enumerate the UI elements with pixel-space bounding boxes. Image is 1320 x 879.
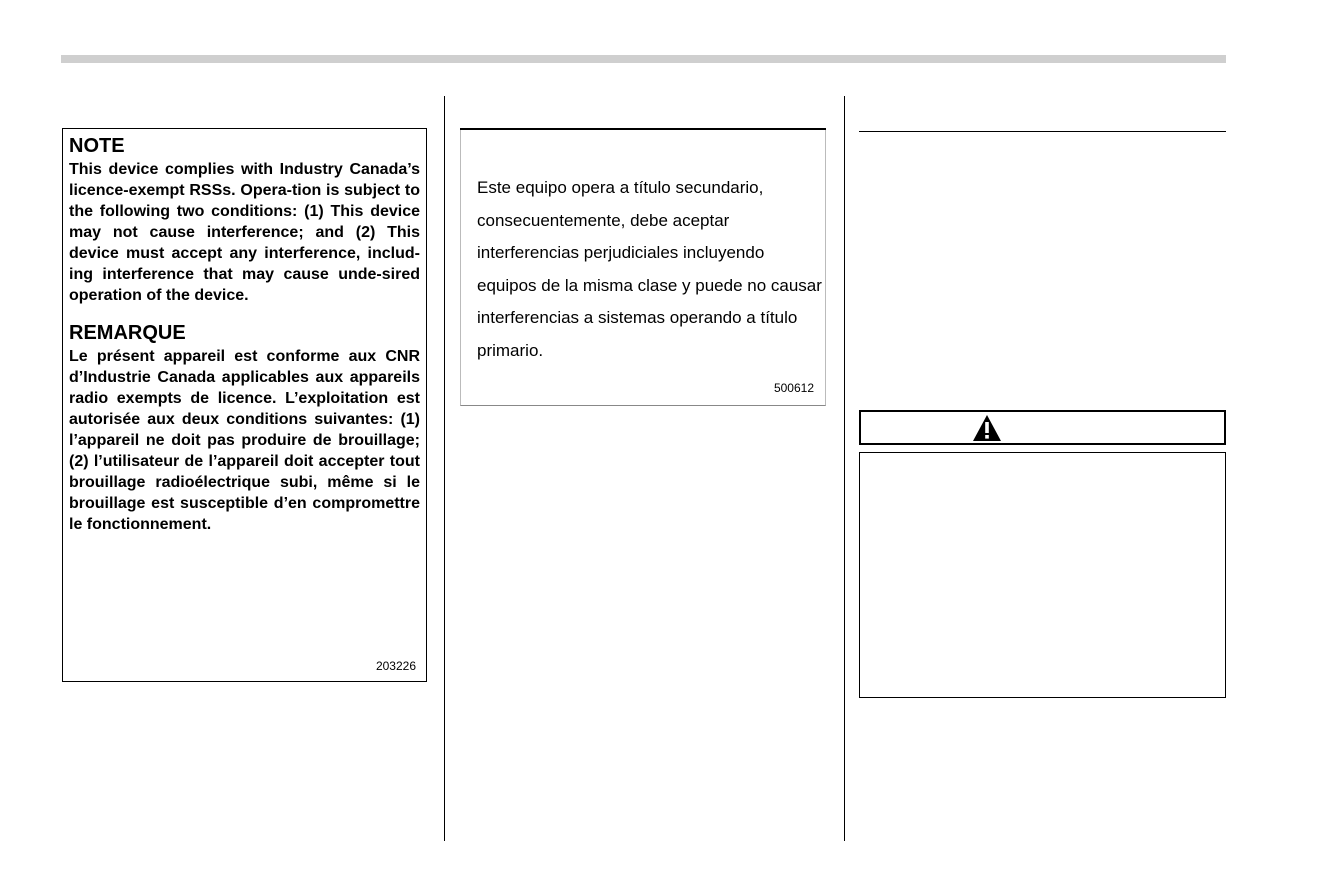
compliance-label-canada <box>62 128 427 682</box>
label-code: 500612 <box>773 381 814 395</box>
note-text: This device complies with Industry Canada’s licence-exempt RSSs. Opera-tion is subject to the following two conditions: (1) This device may not cause interference; and (2) This device must accept any interference, includ-ing interference that may cause unde-sired operation of the device. <box>69 161 420 304</box>
warning-content-box <box>859 452 1226 698</box>
remarque-heading: REMARQUE <box>69 322 186 344</box>
compliance-label-spanish <box>460 130 826 406</box>
page-header-rule <box>61 55 1226 63</box>
remarque-text: Le présent appareil est conforme aux CNR d’Industrie Canada applicables aux appareils radio exempts de licence. L’exploitation est autorisée aux deux conditions suivantes: (1) l’appareil ne doit pas produire de brouillage; (2) l’utilisateur de l’appareil doit accepter tout brouillage radioélectrique subi, même si le brouillage est susceptible d’en compromettre le fonctionnement. <box>69 348 420 533</box>
warning-header-bar <box>859 410 1226 445</box>
column-divider-right <box>844 96 845 841</box>
spanish-label-text: Este equipo opera a título secundario, consecuentemente, debe aceptar interferencias perjudiciales incluyendo equipos de la misma clase y puede no causar interferencias a sistemas operando a título primario. <box>477 178 822 360</box>
section-rule-right <box>859 131 1226 132</box>
column-divider-left <box>444 96 445 841</box>
label-code: 203226 <box>375 659 416 673</box>
warning-triangle-icon <box>972 414 1002 442</box>
note-heading: NOTE <box>69 135 125 157</box>
